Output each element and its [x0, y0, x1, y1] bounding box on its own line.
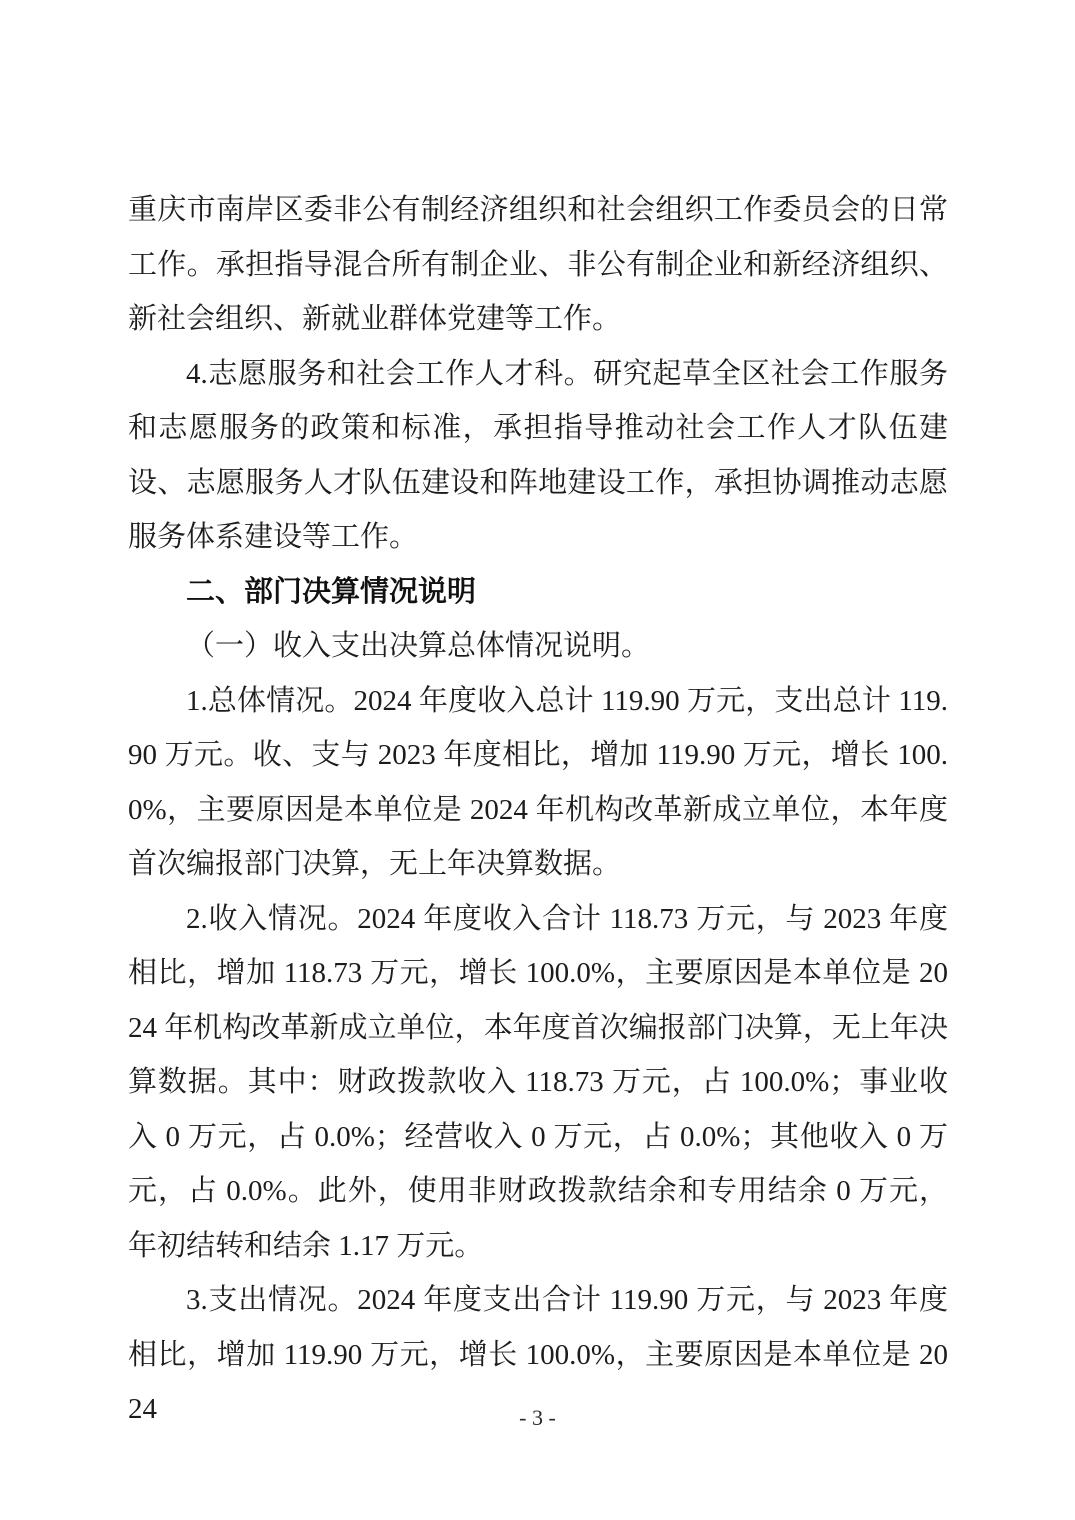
subsection-heading-overall-situation: （一）收入支出决算总体情况说明。 [186, 630, 651, 662]
section-heading-final-accounts: 二、部门决算情况说明 [186, 575, 477, 608]
paragraph-income-situation: 2.收入情况。2024 年度收入合计 118.73 万元，与 2023 年度相比，增加 118.73 万元，增长 100.0%，主要原因是本单位是 2024 年机构改革新成立单位，本年度首次编报部门决算，无上年决算数据。其中：财政拨款收入 118.73 万元，占 100.0%；事业收入 0 万元，占 0.0%；经营收入 0 万元，占 0.0%；其他收入 0 万元，占 0.0%。此外，使用非财政拨款结余和专用结余 0 万元，年初结转和结余 1.17 万元。 [128, 902, 948, 1262]
page-number: - 3 - [519, 1405, 556, 1430]
paragraph-volunteer-service-section: 4.志愿服务和社会工作人才科。研究起草全区社会工作服务和志愿服务的政策和标准，承担指导推动社会工作人才队伍建设、志愿服务人才队伍建设和阵地建设工作，承担协调推动志愿服务体系建设等工作。 [128, 357, 948, 553]
document-body [128, 183, 948, 1437]
paragraph-continued-duties: 重庆市南岸区委非公有制经济组织和社会组织工作委员会的日常工作。承担指导混合所有制企业、非公有制企业和新经济组织、新社会组织、新就业群体党建等工作。 [128, 194, 948, 335]
paragraph-expenditure-situation: 3.支出情况。2024 年度支出合计 119.90 万元，与 2023 年度相比，增加 119.90 万元，增长 100.0%，主要原因是本单位是 2024 [128, 1284, 948, 1425]
paragraph-overall-situation: 1.总体情况。2024 年度收入总计 119.90 万元，支出总计 119.90 万元。收、支与 2023 年度相比，增加 119.90 万元，增长 100.0%，主要原因是本单位是 2024 年机构改革新成立单位，本年度首次编报部门决算，无上年决算数据。 [128, 684, 948, 880]
